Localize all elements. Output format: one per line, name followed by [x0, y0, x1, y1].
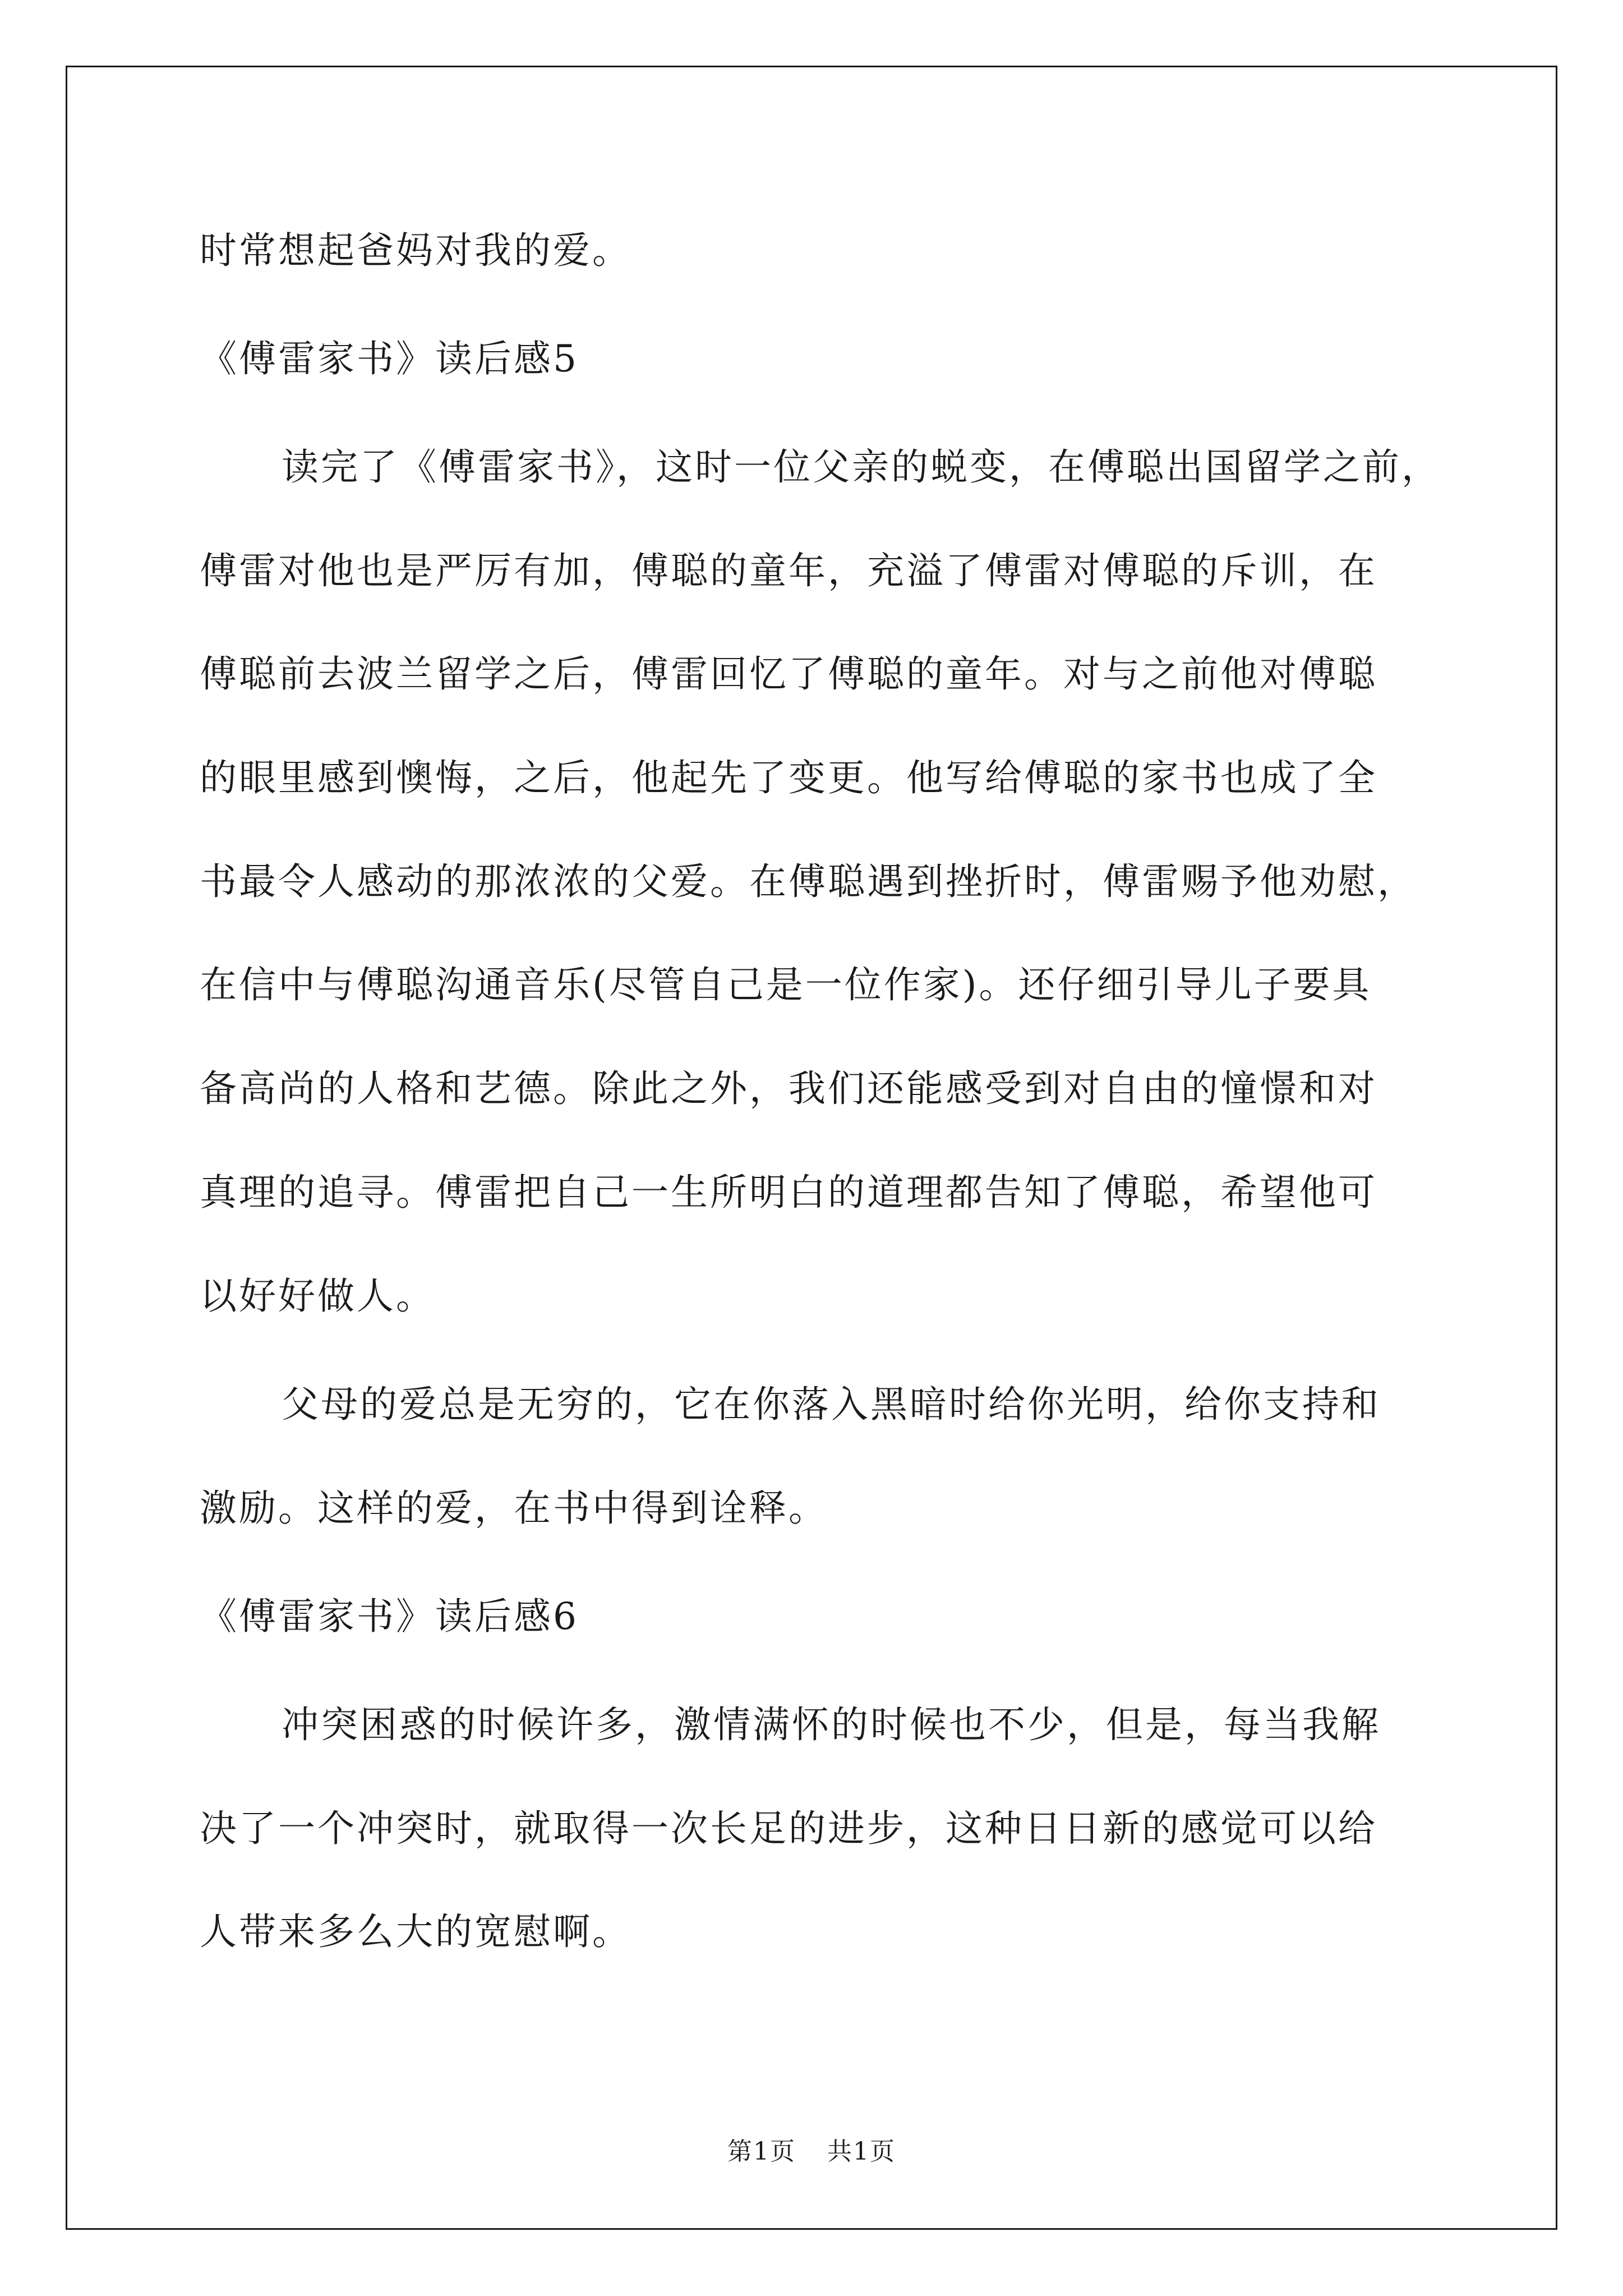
page-border [66, 66, 1557, 2230]
section-heading: 《傅雷家书》读后感5 [200, 337, 579, 380]
page-footer [0, 2136, 1623, 2168]
text-line: 决了一个冲突时，就取得一次长足的进步，这种日日新的感觉可以给 [200, 1807, 1377, 1850]
text-line: 傅聪前去波兰留学之后，傅雷回忆了傅聪的童年。对与之前他对傅聪 [200, 652, 1377, 696]
text-line: 人带来多么大的宽慰啊。 [200, 1910, 631, 1953]
text-line: 备高尚的人格和艺德。除此之外，我们还能感受到对自由的憧憬和对 [200, 1067, 1377, 1110]
text-line: 真理的追寻。傅雷把自己一生所明白的道理都告知了傅聪，希望他可 [200, 1171, 1377, 1214]
text-line: 在信中与傅聪沟通音乐(尽管自己是一位作家)。还仔细引导儿子要具 [200, 963, 1372, 1006]
text-line: 傅雷对他也是严厉有加，傅聪的童年，充溢了傅雷对傅聪的斥训，在 [200, 549, 1377, 592]
page-total: 共1页 [827, 2137, 896, 2166]
text-line: 读完了《傅雷家书》，这时一位父亲的蜕变，在傅聪出国留学之前， [282, 445, 1441, 489]
text-line: 激励。这样的爱，在书中得到诠释。 [200, 1487, 828, 1530]
text-line: 的眼里感到懊悔，之后，他起先了变更。他写给傅聪的家书也成了全 [200, 756, 1377, 799]
text-line: 父母的爱总是无穷的，它在你落入黑暗时给你光明，给你支持和 [282, 1383, 1381, 1426]
section-heading: 《傅雷家书》读后感6 [200, 1595, 579, 1638]
text-line: 冲突困惑的时候许多，激情满怀的时候也不少，但是，每当我解 [282, 1703, 1381, 1746]
page-number: 第1页 [727, 2137, 796, 2166]
text-line: 以好好做人。 [200, 1274, 435, 1318]
text-line: 书最令人感动的那浓浓的父爱。在傅聪遇到挫折时，傅雷赐予他劝慰， [200, 860, 1417, 903]
text-line: 时常想起爸妈对我的爱。 [200, 229, 631, 272]
